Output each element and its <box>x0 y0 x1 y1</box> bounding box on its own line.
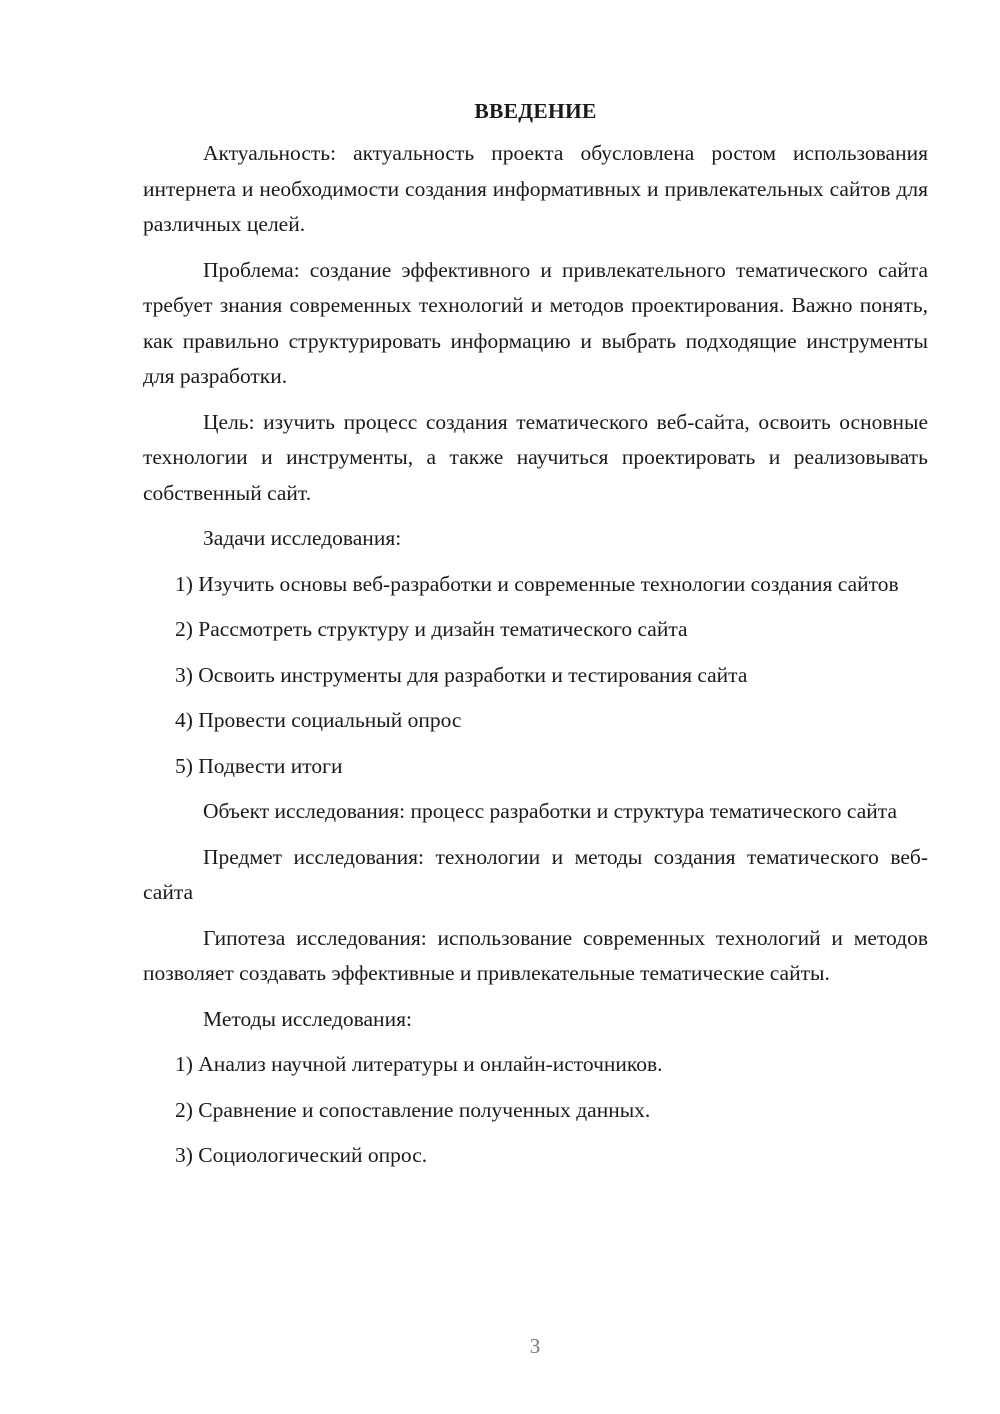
method-item: 3) Социологический опрос. <box>175 1143 428 1167</box>
task-item: 2) Рассмотреть структуру и дизайн тематического сайта <box>175 617 688 641</box>
method-item: 2) Сравнение и сопоставление полученных данных. <box>175 1097 651 1122</box>
tasks-heading: Задачи исследования: <box>203 526 402 550</box>
problem-paragraph: Проблема: создание эффективного и привлекательного тематического сайта требует знания современных технологий и методов проектирования. Важно понять, как правильно структурировать информацию и выбрать подходящие инструменты для разработки. <box>143 257 928 388</box>
section-title: ВВЕДЕНИЕ <box>474 99 597 123</box>
object-paragraph: Объект исследования: процесс разработки и структура тематического сайта <box>203 799 897 823</box>
task-item: 3) Освоить инструменты для разработки и тестирования сайта <box>175 662 748 687</box>
page-body <box>143 96 928 1184</box>
method-item: 1) Анализ научной литературы и онлайн-источников. <box>175 1052 663 1076</box>
goal-paragraph: Цель: изучить процесс создания тематического веб-сайта, освоить основные технологии и инструменты, а также научиться проектировать и реализовывать собственный сайт. <box>143 409 928 505</box>
page-number: 3 <box>529 1334 541 1358</box>
task-item: 1) Изучить основы веб-разработки и современные технологии создания сайтов <box>175 571 899 596</box>
methods-heading: Методы исследования: <box>203 1006 412 1031</box>
task-item: 4) Провести социальный опрос <box>175 708 462 732</box>
hypothesis-paragraph: Гипотеза исследования: использование современных технологий и методов позволяет создавать эффективные и привлекательные тематические сайты. <box>143 925 928 985</box>
task-item: 5) Подвести итоги <box>175 753 343 778</box>
relevance-paragraph: Актуальность: актуальность проекта обусловлена ростом использования интернета и необходимости создания информативных и привлекательных сайтов для различных целей. <box>143 141 928 236</box>
subject-paragraph: Предмет исследования: технологии и методы создания тематического веб-сайта <box>143 844 928 904</box>
